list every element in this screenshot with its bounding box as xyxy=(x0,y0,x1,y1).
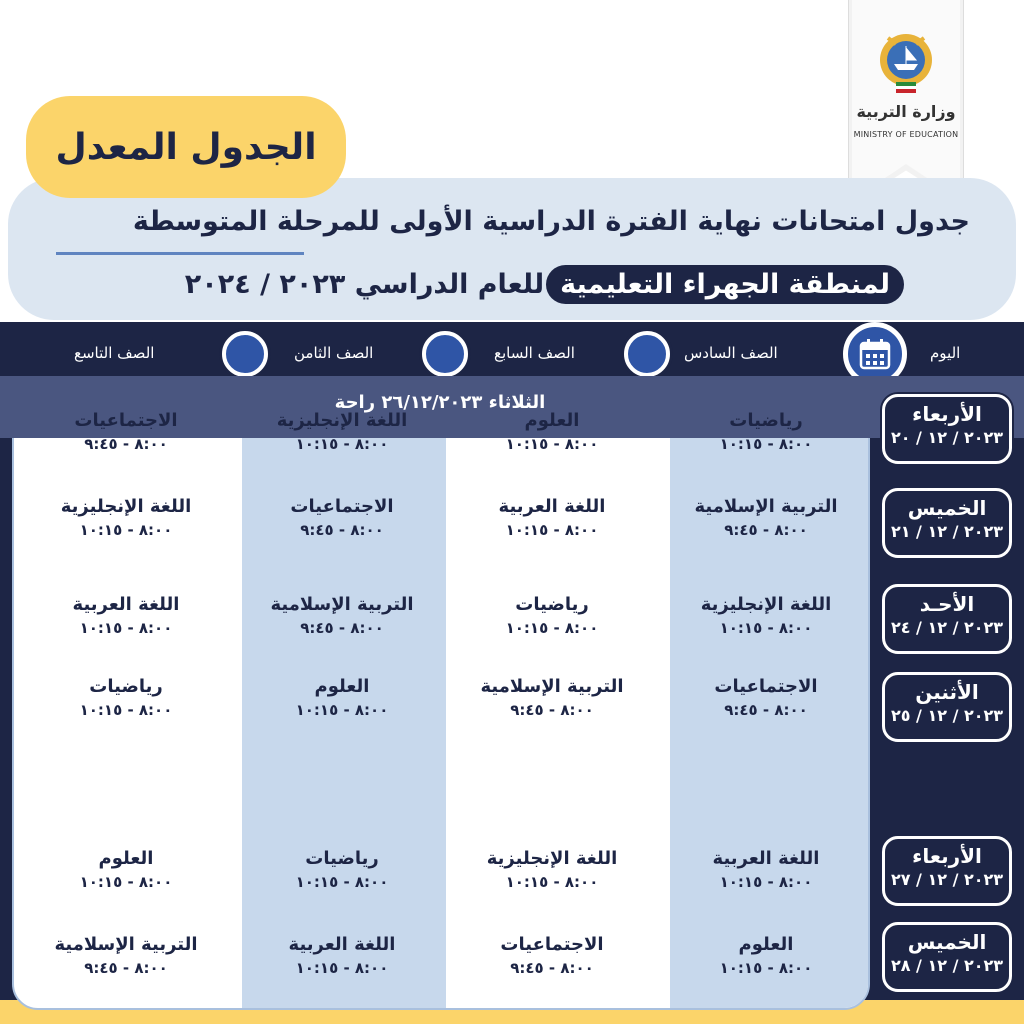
exam-cell xyxy=(666,496,866,539)
exam-subject: التربية الإسلامية xyxy=(480,676,624,697)
exam-time: ٨:٠٠ - ١٠:١٥ xyxy=(295,435,389,453)
exam-cell xyxy=(242,848,442,891)
exam-time: ٨:٠٠ - ٩:٤٥ xyxy=(510,959,594,977)
page-subtitle xyxy=(116,258,904,310)
exam-time: ٨:٠٠ - ١٠:١٥ xyxy=(79,521,173,539)
exam-time: ٨:٠٠ - ١٠:١٥ xyxy=(505,873,599,891)
exam-time: ٨:٠٠ - ١٠:١٥ xyxy=(719,619,813,637)
exam-cell xyxy=(452,410,652,453)
grade6-ring-icon xyxy=(624,331,670,377)
exam-subject: اللغة العربية xyxy=(288,934,396,955)
exam-subject: العلوم xyxy=(314,676,370,697)
exam-time: ٨:٠٠ - ١٠:١٥ xyxy=(505,619,599,637)
exam-subject: التربية الإسلامية xyxy=(694,496,838,517)
exam-time: ٨:٠٠ - ١٠:١٥ xyxy=(295,873,389,891)
day-badge xyxy=(882,672,1012,742)
calendar-icon xyxy=(857,336,893,372)
page-title: جدول امتحانات نهاية الفترة الدراسية الأولى للمرحلة المتوسطة xyxy=(132,206,970,237)
exam-time: ٨:٠٠ - ١٠:١٥ xyxy=(505,435,599,453)
exam-subject: رياضيات xyxy=(305,848,379,869)
day-name: الخميس xyxy=(907,930,987,954)
column-grade6: الصف السادس xyxy=(684,344,778,362)
exam-cell xyxy=(666,848,866,891)
exam-time: ٨:٠٠ - ٩:٤٥ xyxy=(84,435,168,453)
exam-time: ٨:٠٠ - ١٠:١٥ xyxy=(79,873,173,891)
ministry-name-en: MINISTRY OF EDUCATION xyxy=(853,130,959,139)
exam-time: ٨:٠٠ - ١٠:١٥ xyxy=(505,521,599,539)
exam-time: ٨:٠٠ - ١٠:١٥ xyxy=(79,619,173,637)
exam-cell xyxy=(242,934,442,977)
day-badge xyxy=(882,584,1012,654)
exam-subject: اللغة الإنجليزية xyxy=(700,594,832,615)
revised-schedule-badge: الجدول المعدل xyxy=(26,96,346,198)
day-name: الأربعاء xyxy=(912,844,982,868)
exam-cell xyxy=(26,496,226,539)
exam-subject: العلوم xyxy=(738,934,794,955)
exam-time: ٨:٠٠ - ١٠:١٥ xyxy=(295,701,389,719)
exam-subject: اللغة العربية xyxy=(712,848,820,869)
grade7-ring-icon xyxy=(422,331,468,377)
day-date: ٢٠٢٣ / ١٢ / ٢٠ xyxy=(890,428,1004,447)
day-date: ٢٠٢٣ / ١٢ / ٢٧ xyxy=(890,870,1004,889)
exam-time: ٨:٠٠ - ١٠:١٥ xyxy=(719,959,813,977)
exam-subject: العلوم xyxy=(524,410,580,431)
day-badge xyxy=(882,836,1012,906)
column-grade9: الصف التاسع xyxy=(74,344,155,362)
exam-time: ٨:٠٠ - ٩:٤٥ xyxy=(510,701,594,719)
day-date: ٢٠٢٣ / ١٢ / ٢٥ xyxy=(890,706,1004,725)
day-badge xyxy=(882,394,1012,464)
exam-cell xyxy=(26,934,226,977)
exam-cell xyxy=(452,496,652,539)
exam-cell xyxy=(452,594,652,637)
day-date: ٢٠٢٣ / ١٢ / ٢١ xyxy=(890,522,1004,541)
exam-cell xyxy=(242,496,442,539)
grade8-ring-icon xyxy=(222,331,268,377)
exam-cell xyxy=(242,594,442,637)
day-name: الأحـد xyxy=(919,592,975,616)
exam-time: ٨:٠٠ - ٩:٤٥ xyxy=(724,521,808,539)
exam-cell xyxy=(452,934,652,977)
exam-cell xyxy=(666,410,866,453)
exam-time: ٨:٠٠ - ٩:٤٥ xyxy=(84,959,168,977)
exam-subject: الاجتماعيات xyxy=(500,934,604,955)
exam-subject: اللغة العربية xyxy=(72,594,180,615)
exam-cell xyxy=(666,594,866,637)
exam-subject: التربية الإسلامية xyxy=(54,934,198,955)
exam-cell xyxy=(452,848,652,891)
exam-cell xyxy=(242,676,442,719)
day-badge xyxy=(882,488,1012,558)
exam-time: ٨:٠٠ - ١٠:١٥ xyxy=(719,435,813,453)
exam-cell xyxy=(666,676,866,719)
exam-time: ٨:٠٠ - ١٠:١٥ xyxy=(79,701,173,719)
exam-subject: الاجتماعيات xyxy=(290,496,394,517)
exam-subject: اللغة الإنجليزية xyxy=(60,496,192,517)
rest-day-text: الثلاثاء ٢٦/١٢/٢٠٢٣ راحة xyxy=(334,392,546,413)
exam-cell xyxy=(26,676,226,719)
column-grade7: الصف السابع xyxy=(494,344,575,362)
exam-cell xyxy=(452,676,652,719)
exam-cell xyxy=(26,410,226,453)
exam-subject: اللغة الإنجليزية xyxy=(486,848,618,869)
exam-cell xyxy=(26,848,226,891)
day-date: ٢٠٢٣ / ١٢ / ٢٤ xyxy=(890,618,1004,637)
region-pill: لمنطقة الجهراء التعليمية xyxy=(546,265,904,304)
exam-cell xyxy=(666,934,866,977)
exam-subject: الاجتماعيات xyxy=(714,676,818,697)
column-day: اليوم xyxy=(930,344,961,362)
exam-subject: العلوم xyxy=(98,848,154,869)
title-underline xyxy=(56,252,304,255)
ministry-emblem-icon xyxy=(876,30,936,96)
school-year-label: للعام الدراسي ٢٠٢٣ / ٢٠٢٤ xyxy=(184,268,545,300)
exam-subject: التربية الإسلامية xyxy=(270,594,414,615)
exam-time: ٨:٠٠ - ١٠:١٥ xyxy=(719,873,813,891)
column-grade8: الصف الثامن xyxy=(294,344,374,362)
exam-time: ٨:٠٠ - ١٠:١٥ xyxy=(295,959,389,977)
exam-subject: رياضيات xyxy=(89,676,163,697)
exam-subject: اللغة العربية xyxy=(498,496,606,517)
exam-time: ٨:٠٠ - ٩:٤٥ xyxy=(300,521,384,539)
day-badge xyxy=(882,922,1012,992)
exam-cell xyxy=(26,594,226,637)
exam-time: ٨:٠٠ - ٩:٤٥ xyxy=(300,619,384,637)
exam-subject: اللغة الإنجليزية xyxy=(276,410,408,431)
exam-subject: رياضيات xyxy=(515,594,589,615)
day-date: ٢٠٢٣ / ١٢ / ٢٨ xyxy=(890,956,1004,975)
day-name: الخميس xyxy=(907,496,987,520)
ministry-name-ar: وزارة التربية xyxy=(856,102,956,121)
exam-cell xyxy=(242,410,442,453)
exam-subject: الاجتماعيات xyxy=(74,410,178,431)
day-name: الأربعاء xyxy=(912,402,982,426)
exam-time: ٨:٠٠ - ٩:٤٥ xyxy=(724,701,808,719)
exam-subject: رياضيات xyxy=(729,410,803,431)
day-name: الأثنين xyxy=(915,680,979,704)
